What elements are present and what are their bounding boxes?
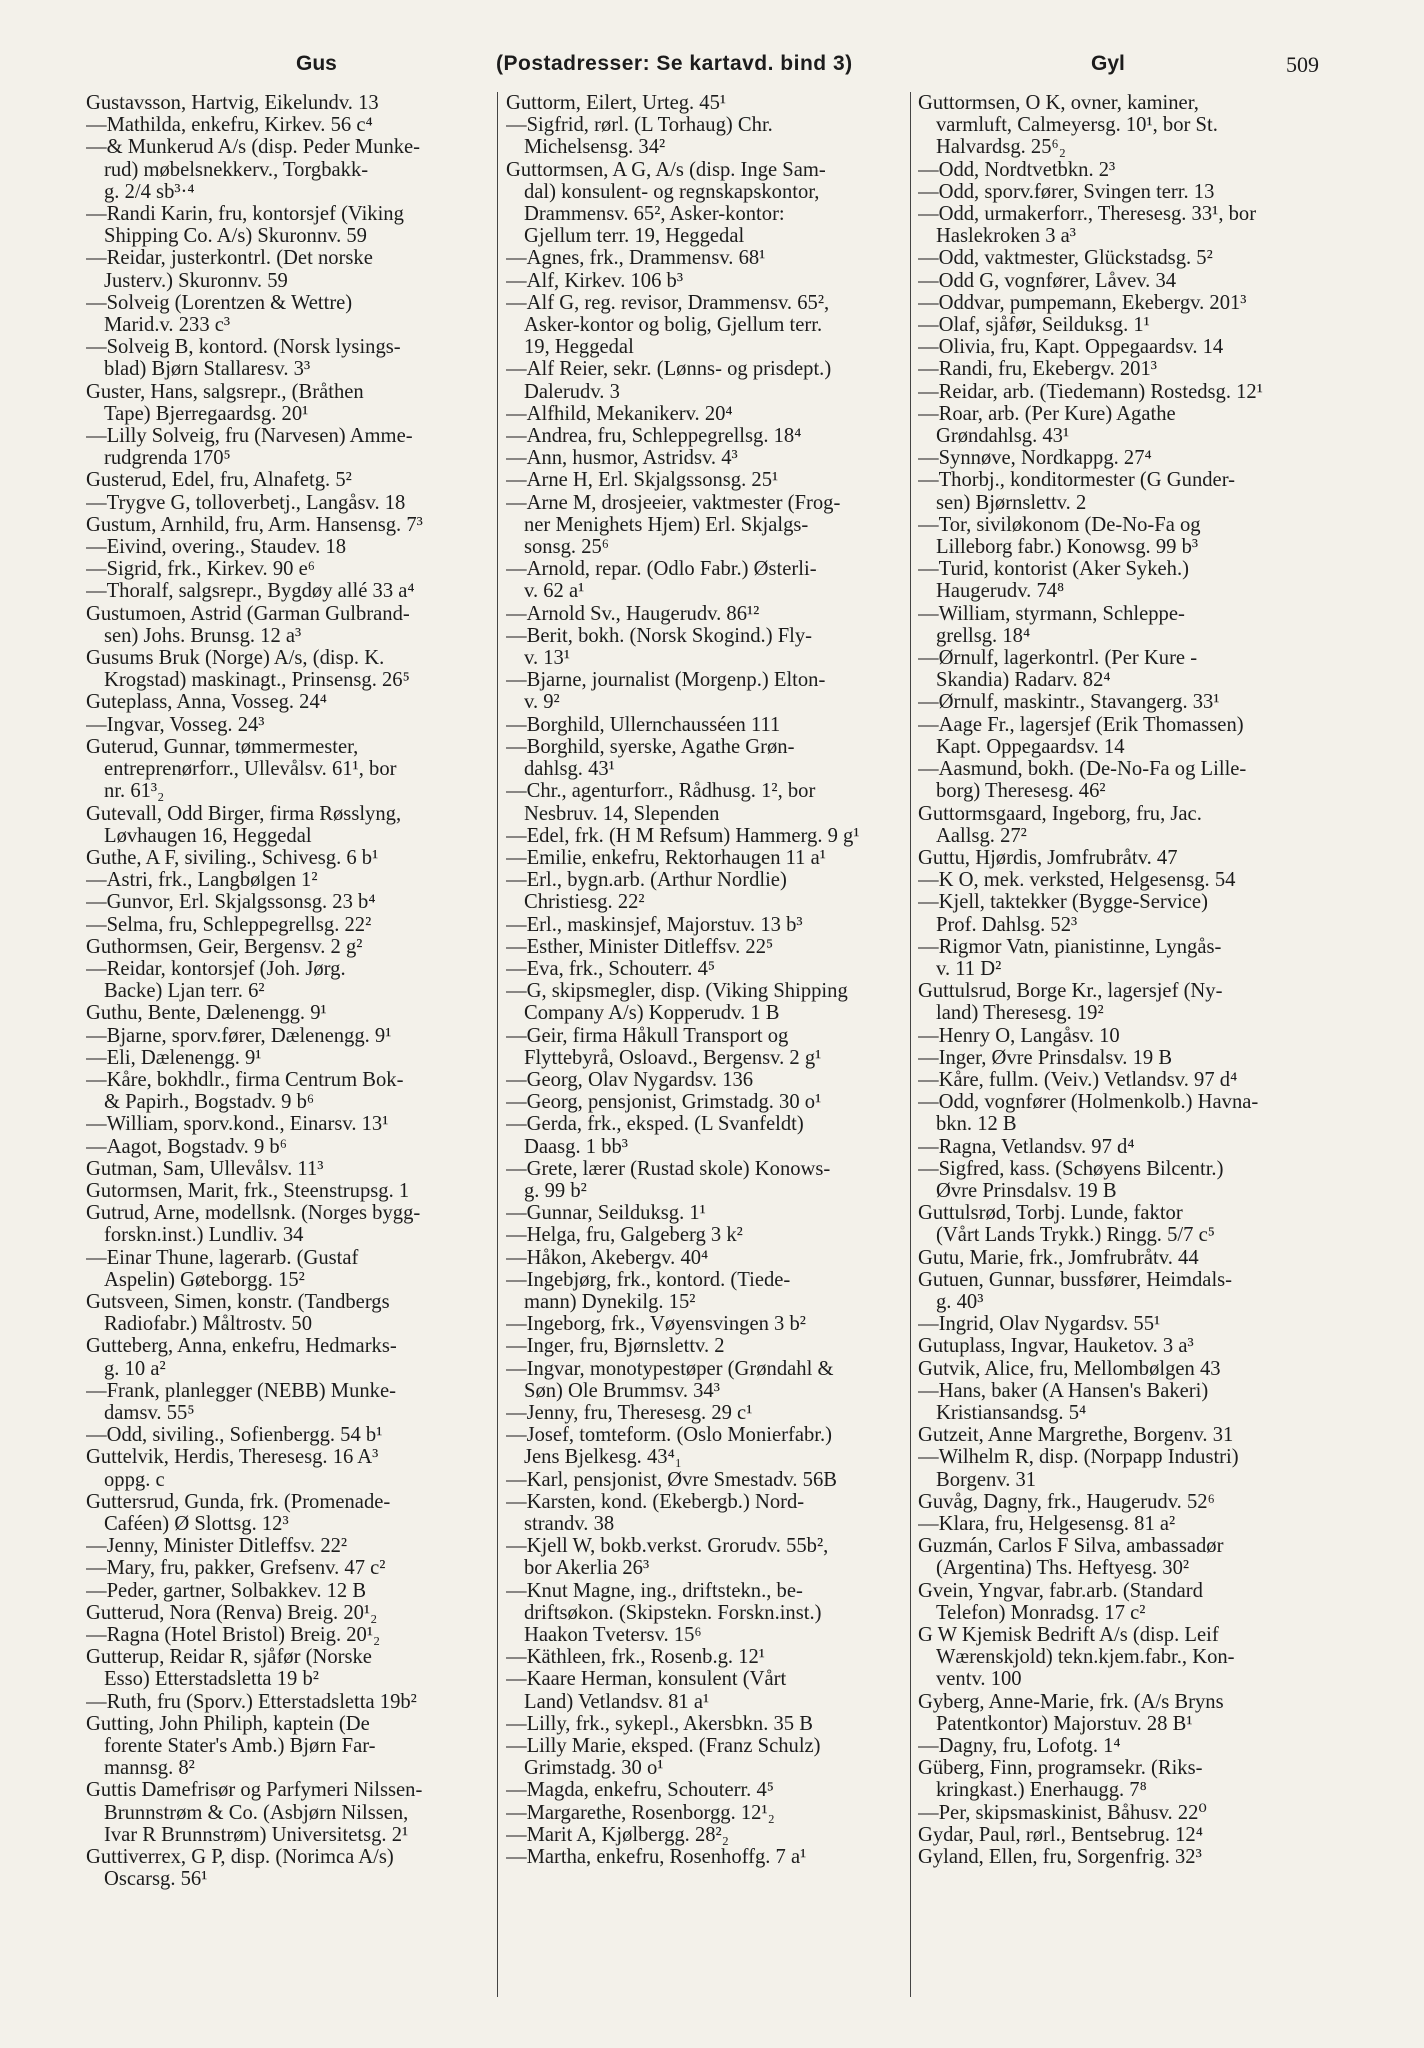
directory-entry-line: Guttu, Hjørdis, Jomfrubråtv. 47 <box>918 846 1178 869</box>
directory-entry-line: —Ingebjørg, frk., kontord. (Tiede- <box>506 1268 791 1291</box>
directory-entry-line: —Håkon, Akebergv. 40⁴ <box>506 1246 709 1269</box>
column-divider <box>497 92 498 1997</box>
directory-entry-line: —Inger, Øvre Prinsdalsv. 19 B <box>918 1046 1173 1069</box>
directory-entry-line: Esso) Etterstadsletta 19 b² <box>104 1668 319 1691</box>
directory-entry-line: —Emilie, enkefru, Rektorhaugen 11 a¹ <box>506 846 826 869</box>
directory-entry-line: Guzmán, Carlos F Silva, ambassadør <box>918 1535 1224 1558</box>
directory-entry-line: dahlsg. 43¹ <box>524 758 615 781</box>
header-postal-note: (Postadresser: Se kartavd. bind 3) <box>496 52 853 75</box>
directory-entry-line: —Eivind, overing., Staudev. 18 <box>86 536 347 559</box>
directory-entry-line: —Martha, enkefru, Rosenhoffg. 7 a¹ <box>506 1846 807 1869</box>
directory-entry-line: —Kjell, taktekker (Bygge-Service) <box>918 891 1208 914</box>
directory-entry-line: Guttormsen, A G, A/s (disp. Inge Sam- <box>506 158 826 181</box>
directory-entry-line: Guttersrud, Gunda, frk. (Promenade- <box>86 1490 391 1513</box>
directory-entry-line: —Edel, frk. (H M Refsum) Hammerg. 9 g¹ <box>506 824 860 847</box>
directory-entry-line: nr. 61³₂ <box>104 780 165 803</box>
directory-entry-line: varmluft, Calmeyersg. 10¹, bor St. <box>936 114 1218 137</box>
directory-entry-line: —Geir, firma Håkull Transport og <box>506 1024 789 1047</box>
directory-entry-line: —Bjarne, sporv.fører, Dælenengg. 9¹ <box>86 1024 392 1047</box>
directory-entry-line: —Karl, pensjonist, Øvre Smestadv. 56B <box>506 1468 837 1491</box>
directory-entry-line: —Georg, Olav Nygardsv. 136 <box>506 1068 754 1091</box>
directory-entry-line: Gutormsen, Marit, frk., Steenstrupsg. 1 <box>86 1179 410 1202</box>
directory-entry-line: Gusums Bruk (Norge) A/s, (disp. K. <box>86 647 385 670</box>
directory-entry-line: Guttulsrød, Torbj. Lunde, faktor <box>918 1202 1183 1225</box>
directory-entry-line: —Tor, siviløkonom (De-No-Fa og <box>918 513 1201 536</box>
directory-entry-line: strandv. 38 <box>524 1513 615 1535</box>
directory-entry-line: Gutu, Marie, frk., Jomfrubråtv. 44 <box>918 1246 1199 1269</box>
directory-entry-line: —William, styrmann, Schleppe- <box>918 602 1185 625</box>
directory-entry-line: —Sigfred, kass. (Schøyens Bilcentr.) <box>918 1157 1224 1180</box>
directory-entry-line: Gutting, John Philiph, kaptein (De <box>86 1712 370 1735</box>
directory-entry-line: Nesbruv. 14, Slependen <box>524 802 720 825</box>
directory-entry-line: —Gerda, frk., eksped. (L Svanfeldt) <box>506 1113 804 1136</box>
directory-entry-line: —Lilly, frk., sykepl., Akersbkn. 35 B <box>506 1712 813 1735</box>
directory-entry-line: Gustavsson, Hartvig, Eikelundv. 13 <box>86 92 379 114</box>
directory-entry-line: G W Kjemisk Bedrift A/s (disp. Leif <box>918 1624 1219 1647</box>
directory-entry-line: Marid.v. 233 c³ <box>104 314 231 337</box>
directory-entry-line: —Arne M, drosjeeier, vaktmester (Frog- <box>506 491 841 514</box>
directory-entry-line: Kapt. Oppegaardsv. 14 <box>936 735 1125 758</box>
directory-entry-line: —Alf, Kirkev. 106 b³ <box>506 269 683 292</box>
directory-entry-line: —Helga, fru, Galgeberg 3 k² <box>506 1224 743 1247</box>
directory-entry-line: Christiesg. 22² <box>524 891 645 914</box>
directory-entry-line: Guthu, Bente, Dælenengg. 9¹ <box>86 1002 327 1025</box>
directory-entry-line: —Solveig (Lorentzen & Wettre) <box>86 291 353 314</box>
directory-entry-line: —Aagot, Bogstadv. 9 b⁶ <box>86 1135 287 1158</box>
directory-entry-line: Skandia) Radarv. 82⁴ <box>936 669 1111 692</box>
directory-entry-line: —Erl., maskinsjef, Majorstuv. 13 b³ <box>506 913 803 936</box>
directory-entry-line: —Josef, tomteform. (Oslo Monierfabr.) <box>506 1424 833 1447</box>
directory-entry-line: —Arne H, Erl. Skjalgssonsg. 25¹ <box>506 469 779 492</box>
directory-entry-line: Backe) Ljan terr. 6² <box>104 980 265 1003</box>
directory-entry-line: —Ragna (Hotel Bristol) Breig. 20¹₂ <box>86 1624 381 1647</box>
directory-entry-line: Guttulsrud, Borge Kr., lagersjef (Ny- <box>918 980 1223 1003</box>
directory-entry-line: —Ingeborg, frk., Vøyensvingen 3 b² <box>506 1313 806 1336</box>
directory-entry-line: —Odd, sporv.fører, Svingen terr. 13 <box>918 180 1215 203</box>
directory-entry-line: Gutevall, Odd Birger, firma Røsslyng, <box>86 802 402 825</box>
directory-entry-line: —Karsten, kond. (Ekebergb.) Nord- <box>506 1490 805 1513</box>
directory-entry-line: ner Menighets Hjem) Erl. Skjalgs- <box>524 513 809 536</box>
directory-entry-line: —Ragna, Vetlandsv. 97 d⁴ <box>918 1135 1135 1158</box>
directory-entry-line: Gyland, Ellen, fru, Sorgenfrig. 32³ <box>918 1846 1202 1869</box>
directory-entry-line: —Ørnulf, maskintr., Stavangerg. 33¹ <box>918 691 1220 714</box>
directory-entry-line: Guvåg, Dagny, frk., Haugerudv. 52⁶ <box>918 1490 1215 1513</box>
directory-entry-line: Prof. Dahlsg. 52³ <box>936 913 1078 936</box>
page-number: 509 <box>1286 52 1319 77</box>
header-left-guide: Gus <box>296 52 337 75</box>
directory-entry-line: —Gunnar, Seilduksg. 1¹ <box>506 1202 706 1225</box>
directory-entry-line: Gutterup, Reidar R, sjåfør (Norske <box>86 1646 372 1669</box>
directory-entry-line: sonsg. 25⁶ <box>524 536 609 559</box>
directory-entry-line: Shipping Co. A/s) Skuronnv. 59 <box>104 225 367 248</box>
header-right-guide: Gyl <box>1091 52 1125 75</box>
directory-entry-line: —Selma, fru, Schleppegrellsg. 22² <box>86 913 372 936</box>
directory-entry-line: Guthe, A F, siviling., Schivesg. 6 b¹ <box>86 846 379 869</box>
directory-entry-line: dal) konsulent- og regnskapskontor, <box>524 180 820 203</box>
directory-entry-line: Daasg. 1 bb³ <box>524 1135 628 1158</box>
directory-entry-line: mann) Dynekilg. 15² <box>524 1290 696 1313</box>
directory-entry-line: —Peder, gartner, Solbakkev. 12 B <box>86 1579 367 1602</box>
directory-entry-line: forskn.inst.) Lundliv. 34 <box>104 1224 304 1247</box>
directory-entry-line: —Alf G, reg. revisor, Drammensv. 65², <box>506 291 830 314</box>
directory-entry-line: Radiofabr.) Måltrostv. 50 <box>104 1313 312 1336</box>
directory-entry-line: —Georg, pensjonist, Grimstadg. 30 o¹ <box>506 1091 822 1114</box>
directory-entry-line: —Ruth, fru (Sporv.) Etterstadsletta 19b² <box>86 1690 417 1713</box>
directory-entry-line: Grøndahlsg. 43¹ <box>936 425 1070 448</box>
directory-entry-line: —Gunvor, Erl. Skjalgssonsg. 23 b⁴ <box>86 891 376 914</box>
directory-entry-line: entreprenørforr., Ullevålsv. 61¹, bor <box>104 758 397 781</box>
directory-entry-line: —Odd, Nordtvetbkn. 2³ <box>918 158 1116 181</box>
directory-entry-line: —Roar, arb. (Per Kure) Agathe <box>918 402 1176 425</box>
directory-entry-line: —Eli, Dælenengg. 9¹ <box>86 1046 262 1069</box>
directory-entry-line: —Ørnulf, lagerkontrl. (Per Kure - <box>918 647 1198 670</box>
directory-entry-line: Guttelvik, Herdis, Theresesg. 16 A³ <box>86 1446 379 1469</box>
directory-entry-line: v. 13¹ <box>524 647 571 670</box>
directory-entry-line: —K O, mek. verksted, Helgesensg. 54 <box>918 869 1236 892</box>
directory-entry-line: —William, sporv.kond., Einarsv. 13¹ <box>86 1113 389 1136</box>
directory-entry-line: mannsg. 8² <box>104 1757 195 1780</box>
directory-entry-line: —& Munkerud A/s (disp. Peder Munke- <box>86 136 421 159</box>
directory-entry-line: Gydar, Paul, rørl., Bentsebrug. 12⁴ <box>918 1823 1203 1846</box>
directory-entry-line: Drammensv. 65², Asker-kontor: <box>524 203 785 226</box>
directory-entry-line: —Reidar, kontorsjef (Joh. Jørg. <box>86 957 346 980</box>
directory-entry-line: —Ann, husmor, Astridsv. 4³ <box>506 447 738 470</box>
directory-entry-line: Gutsveen, Simen, konstr. (Tandbergs <box>86 1290 390 1313</box>
directory-entry-line: Michelsensg. 34² <box>524 136 666 159</box>
directory-entry-line: Gutman, Sam, Ullevålsv. 11³ <box>86 1157 324 1180</box>
directory-entry-line: Krogstad) maskinagt., Prinsensg. 26⁵ <box>104 669 410 692</box>
directory-entry-line: Gutuplass, Ingvar, Hauketov. 3 a³ <box>918 1335 1194 1358</box>
directory-entry-line: —Kaare Herman, konsulent (Vårt <box>506 1668 787 1691</box>
directory-entry-line: Gvein, Yngvar, fabr.arb. (Standard <box>918 1579 1203 1602</box>
directory-entry-line: Guttiverrex, G P, disp. (Norimca A/s) <box>86 1846 394 1869</box>
directory-entry-line: Grimstadg. 30 o¹ <box>524 1757 664 1780</box>
directory-entry-line: —Alf Reier, sekr. (Lønns- og prisdept.) <box>506 358 832 381</box>
directory-entry-line: Ivar R Brunnstrøm) Universitetsg. 2¹ <box>104 1823 409 1846</box>
directory-entry-line: Company A/s) Kopperudv. 1 B <box>524 1002 780 1025</box>
directory-entry-line: —Odd, siviling., Sofienbergg. 54 b¹ <box>86 1424 383 1447</box>
directory-entry-line: —Ingvar, monotypestøper (Grøndahl & <box>506 1357 834 1380</box>
directory-entry-line: —Mary, fru, pakker, Grefsenv. 47 c² <box>86 1557 386 1580</box>
directory-entry-line: sen) Johs. Brunsg. 12 a³ <box>104 624 302 647</box>
directory-entry-line: Øvre Prinsdalsv. 19 B <box>936 1179 1117 1202</box>
directory-entry-line: Oscarsg. 56¹ <box>104 1868 208 1891</box>
directory-entry-line: —Aasmund, bokh. (De-No-Fa og Lille- <box>918 758 1247 781</box>
directory-entry-line: —Rigmor Vatn, pianistinne, Lyngås- <box>918 935 1222 958</box>
directory-entry-line: —Odd G, vognfører, Låvev. 34 <box>918 269 1177 292</box>
directory-entry-line: —Mathilda, enkefru, Kirkev. 56 c⁴ <box>86 114 373 137</box>
directory-entry-line: driftsøkon. (Skipstekn. Forskn.inst.) <box>524 1601 822 1624</box>
directory-entry-line: —Chr., agenturforr., Rådhusg. 1², bor <box>506 780 816 803</box>
directory-entry-line: —Odd, urmakerforr., Theresesg. 33¹, bor <box>918 203 1257 226</box>
directory-entry-line: Gutvik, Alice, fru, Mellombølgen 43 <box>918 1357 1221 1380</box>
directory-entry-line: bor Akerlia 26³ <box>524 1557 650 1580</box>
directory-entry-line: v. 11 D² <box>936 957 1002 980</box>
directory-entry-line: Gutteberg, Anna, enkefru, Hedmarks- <box>86 1335 397 1358</box>
page-header <box>86 52 1356 84</box>
directory-entry-line: —Borghild, syerske, Agathe Grøn- <box>506 735 795 758</box>
directory-entry-line: & Papirh., Bogstadv. 9 b⁶ <box>104 1091 315 1114</box>
directory-entry-line: Kristiansandsg. 5⁴ <box>936 1401 1087 1424</box>
directory-entry-line: g. 2/4 sb³·⁴ <box>104 180 195 203</box>
directory-entry-line: —Eva, frk., Schouterr. 4⁵ <box>506 957 716 980</box>
directory-entry-line: —Jenny, fru, Theresesg. 29 c¹ <box>506 1401 753 1424</box>
directory-entry-line: Guteplass, Anna, Vosseg. 24⁴ <box>86 691 327 714</box>
directory-entry-line: Guterud, Gunnar, tømmermester, <box>86 735 359 758</box>
directory-entry-line: —Sigfrid, rørl. (L Torhaug) Chr. <box>506 114 773 137</box>
directory-entry-line: —Borghild, Ullernchausséen 111 <box>506 713 781 736</box>
directory-entry-line: blad) Bjørn Stallaresv. 3³ <box>104 358 311 381</box>
directory-entry-line: g. 40³ <box>936 1290 984 1313</box>
directory-entry-line: —Kåre, bokhdlr., firma Centrum Bok- <box>86 1068 404 1091</box>
directory-entry-line: Guthormsen, Geir, Bergensv. 2 g² <box>86 935 363 958</box>
directory-entry-line: Søn) Ole Brummsv. 34³ <box>524 1379 720 1402</box>
directory-entry-line: Haugerudv. 74⁸ <box>936 580 1065 603</box>
directory-entry-line: —Turid, kontorist (Aker Sykeh.) <box>918 558 1189 581</box>
directory-entry-line: —Knut Magne, ing., driftstekn., be- <box>506 1579 803 1602</box>
directory-entry-line: damsv. 55⁵ <box>104 1401 195 1424</box>
directory-entry-line: Gutrud, Arne, modellsnk. (Norges bygg- <box>86 1202 421 1225</box>
directory-entry-line: —Synnøve, Nordkappg. 27⁴ <box>918 447 1152 470</box>
directory-entry-line: Borgenv. 31 <box>936 1468 1037 1491</box>
directory-entry-line: —Jenny, Minister Ditleffsv. 22² <box>86 1535 348 1558</box>
directory-entry-line: sen) Bjørnslettv. 2 <box>936 491 1087 514</box>
directory-entry-line: —Agnes, frk., Drammensv. 68¹ <box>506 247 766 270</box>
directory-entry-line: —Klara, fru, Helgesensg. 81 a² <box>918 1513 1176 1535</box>
directory-entry-line: Gusterud, Edel, fru, Alnafetg. 5² <box>86 469 352 492</box>
directory-entry-line: Gjellum terr. 19, Heggedal <box>524 225 745 248</box>
directory-entry-line: Patentkontor) Majorstuv. 28 B¹ <box>936 1712 1193 1735</box>
directory-entry-line: oppg. c <box>104 1468 165 1491</box>
directory-entry-line: —Oddvar, pumpemann, Ekebergv. 201³ <box>918 291 1247 314</box>
directory-entry-line: Guttormsgaard, Ingeborg, fru, Jac. <box>918 802 1202 825</box>
directory-entry-line: Gustum, Arnhild, fru, Arm. Hansensg. 7³ <box>86 513 423 536</box>
column-divider <box>910 92 911 1997</box>
directory-entry-line: Asker-kontor og bolig, Gjellum terr. <box>524 314 823 337</box>
directory-entry-line: Justerv.) Skuronnv. 59 <box>104 269 288 292</box>
directory-entry-line: Gustumoen, Astrid (Garman Gulbrand- <box>86 602 410 625</box>
directory-column-2 <box>506 92 910 2032</box>
directory-entry-line: —Thoralf, salgsrepr., Bygdøy allé 33 a⁴ <box>86 580 415 603</box>
directory-entry-line: Dalerudv. 3 <box>524 380 620 403</box>
directory-entry-line: —Randi Karin, fru, kontorsjef (Viking <box>86 203 404 226</box>
directory-entry-line: g. 10 a² <box>104 1357 166 1380</box>
directory-entry-line: —Marit A, Kjølbergg. 28²₂ <box>506 1823 729 1846</box>
directory-entry-line: —Andrea, fru, Schleppegrellsg. 18⁴ <box>506 425 802 448</box>
directory-entry-line: —Olaf, sjåfør, Seilduksg. 1¹ <box>918 314 1150 337</box>
directory-entry-line: kringkast.) Enerhaugg. 7⁸ <box>936 1779 1147 1802</box>
directory-entry-line: —Berit, bokh. (Norsk Skogind.) Fly- <box>506 624 813 647</box>
directory-entry-line: —Kjell W, bokb.verkst. Grorudv. 55b², <box>506 1535 829 1558</box>
directory-entry-line: Caféen) Ø Slottsg. 12³ <box>104 1513 289 1535</box>
directory-entry-line: —Odd, vaktmester, Glückstadsg. 5² <box>918 247 1213 270</box>
directory-entry-line: Guttis Damefrisør og Parfymeri Nilssen- <box>86 1779 423 1802</box>
directory-entry-line: —Randi, fru, Ekebergv. 201³ <box>918 358 1157 381</box>
directory-entry-line: Tape) Bjerregaardsg. 20¹ <box>104 402 309 425</box>
directory-entry-line: —Einar Thune, lagerarb. (Gustaf <box>86 1246 359 1269</box>
directory-entry-line: —Magda, enkefru, Schouterr. 4⁵ <box>506 1779 774 1802</box>
directory-entry-line: —Frank, planlegger (NEBB) Munke- <box>86 1379 396 1402</box>
directory-entry-line: Halvardsg. 25⁶₂ <box>936 136 1066 159</box>
directory-entry-line: Guttorm, Eilert, Urteg. 45¹ <box>506 92 727 114</box>
directory-entry-line: bkn. 12 B <box>936 1113 1017 1136</box>
directory-entry-line: Güberg, Finn, programsekr. (Riks- <box>918 1757 1203 1780</box>
directory-entry-line: —Per, skipsmaskinist, Båhusv. 22⁰ <box>918 1801 1207 1824</box>
directory-entry-line: Guster, Hans, salgsrepr., (Bråthen <box>86 380 364 403</box>
directory-entry-line: —Trygve G, tolloverbetj., Langåsv. 18 <box>86 491 406 514</box>
directory-entry-line: —Bjarne, journalist (Morgenp.) Elton- <box>506 669 826 692</box>
directory-entry-line: —Käthleen, frk., Rosenb.g. 12¹ <box>506 1646 765 1669</box>
directory-entry-line: —Odd, vognfører (Holmenkolb.) Havna- <box>918 1091 1259 1114</box>
directory-entry-line: —Hans, baker (A Hansen's Bakeri) <box>918 1379 1209 1402</box>
directory-entry-line: —Kåre, fullm. (Veiv.) Vetlandsv. 97 d⁴ <box>918 1068 1238 1091</box>
directory-entry-line: Flyttebyrå, Osloavd., Bergensv. 2 g¹ <box>524 1046 822 1069</box>
directory-entry-line: (Argentina) Ths. Heftyesg. 30² <box>936 1557 1190 1580</box>
directory-entry-line: —Astri, frk., Langbølgen 1² <box>86 869 318 892</box>
directory-entry-line: —Arnold, repar. (Odlo Fabr.) Østerli- <box>506 558 817 581</box>
directory-entry-line: —Arnold Sv., Haugerudv. 86¹² <box>506 602 760 625</box>
directory-entry-line: Jens Bjelkesg. 43⁴₁ <box>524 1446 682 1469</box>
directory-entry-line: —Wilhelm R, disp. (Norpapp Industri) <box>918 1446 1239 1469</box>
directory-entry-line: 19, Heggedal <box>524 336 634 359</box>
directory-entry-line: —Reidar, justerkontrl. (Det norske <box>86 247 373 270</box>
directory-entry-line: land) Theresesg. 19² <box>936 1002 1104 1025</box>
directory-entry-line: borg) Theresesg. 46² <box>936 780 1106 803</box>
directory-entry-line: v. 9² <box>524 691 560 714</box>
directory-entry-line: grellsg. 18⁴ <box>936 624 1031 647</box>
directory-entry-line: —Inger, fru, Bjørnslettv. 2 <box>506 1335 725 1358</box>
directory-entry-line: (Vårt Lands Trykk.) Ringg. 5/7 c⁵ <box>936 1224 1215 1247</box>
directory-entry-line: rudgrenda 170⁵ <box>104 447 231 470</box>
directory-entry-line: —Dagny, fru, Lofotg. 1⁴ <box>918 1735 1121 1758</box>
directory-entry-line: —Lilly Marie, eksped. (Franz Schulz) <box>506 1735 821 1758</box>
directory-entry-line: Land) Vetlandsv. 81 a¹ <box>524 1690 710 1713</box>
directory-entry-line: —Thorbj., konditormester (G Gunder- <box>918 469 1236 492</box>
directory-entry-line: Wærenskjold) tekn.kjem.fabr., Kon- <box>936 1646 1235 1669</box>
directory-entry-line: —Erl., bygn.arb. (Arthur Nordlie) <box>506 869 787 892</box>
directory-entry-line: Aspelin) Gøteborgg. 15² <box>104 1268 305 1291</box>
directory-column-3 <box>918 92 1322 2032</box>
directory-entry-line: g. 99 b² <box>524 1179 587 1202</box>
directory-entry-line: —Esther, Minister Ditleffsv. 22⁵ <box>506 935 774 958</box>
directory-entry-line: —Lilly Solveig, fru (Narvesen) Ammе- <box>86 425 413 448</box>
directory-entry-line: —Reidar, arb. (Tiedemann) Rostedsg. 12¹ <box>918 380 1263 403</box>
directory-entry-line: —Grete, lærer (Rustad skole) Konows- <box>506 1157 831 1180</box>
directory-entry-line: Gutuen, Gunnar, bussfører, Heimdals- <box>918 1268 1233 1291</box>
directory-entry-line: Aallsg. 27² <box>936 824 1027 847</box>
directory-entry-line: Lilleborg fabr.) Konowsg. 99 b³ <box>936 536 1199 559</box>
directory-entry-line: Guttormsen, O K, ovner, kaminer, <box>918 92 1199 114</box>
directory-entry-line: Haakon Tvetersv. 15⁶ <box>524 1624 702 1647</box>
directory-entry-line: forente Stater's Amb.) Bjørn Far- <box>104 1735 376 1758</box>
directory-entry-line: —Solveig B, kontord. (Norsk lysings- <box>86 336 401 359</box>
directory-entry-line: Telefon) Monradsg. 17 c² <box>936 1601 1146 1624</box>
directory-entry-line: v. 62 a¹ <box>524 580 585 603</box>
directory-entry-line: Løvhaugen 16, Heggedal <box>104 824 312 847</box>
directory-entry-line: —Olivia, fru, Kapt. Oppegaardsv. 14 <box>918 336 1224 359</box>
directory-entry-line: —Ingvar, Vosseg. 24³ <box>86 713 265 736</box>
directory-entry-line: —Aage Fr., lagersjef (Erik Thomassen) <box>918 713 1244 736</box>
directory-entry-line: Brunnstrøm & Co. (Asbjørn Nilssen, <box>104 1801 409 1824</box>
directory-entry-line: Gutzeit, Anne Margrethe, Borgenv. 31 <box>918 1424 1234 1447</box>
directory-entry-line: rud) møbelsnekkerv., Torgbakk- <box>104 158 369 181</box>
directory-entry-line: —G, skipsmegler, disp. (Viking Shipping <box>506 980 848 1003</box>
directory-entry-line: —Alfhild, Mekanikerv. 20⁴ <box>506 402 733 425</box>
directory-entry-line: —Henry O, Langåsv. 10 <box>918 1024 1120 1047</box>
directory-entry-line: —Ingrid, Olav Nygardsv. 55¹ <box>918 1313 1161 1336</box>
directory-column-1 <box>86 92 496 2032</box>
directory-entry-line: —Margarethe, Rosenborgg. 12¹₂ <box>506 1801 775 1824</box>
directory-entry-line: Gyberg, Anne-Marie, frk. (A/s Bryns <box>918 1690 1224 1713</box>
directory-entry-line: Haslekroken 3 a³ <box>936 225 1076 248</box>
directory-entry-line: —Sigrid, frk., Kirkev. 90 e⁶ <box>86 558 315 581</box>
directory-entry-line: Gutterud, Nora (Renva) Breig. 20¹₂ <box>86 1601 378 1624</box>
directory-entry-line: ventv. 100 <box>936 1668 1022 1691</box>
